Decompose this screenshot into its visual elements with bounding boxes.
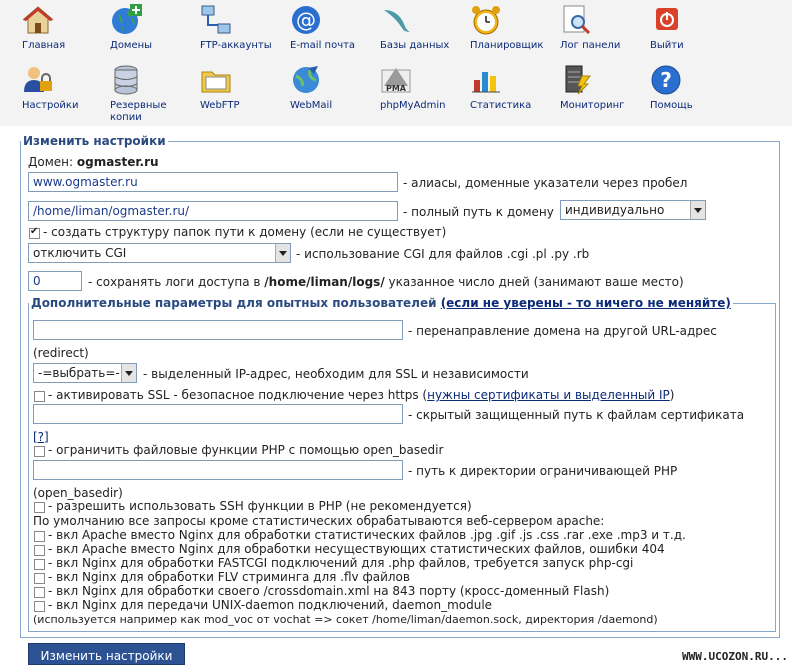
toolbar-label: Резервные копии xyxy=(110,100,167,123)
network-icon xyxy=(200,4,232,36)
at-mail-icon xyxy=(290,4,322,36)
opt2-checkbox[interactable] xyxy=(34,545,45,556)
toolbar-item-ftp[interactable] xyxy=(200,2,290,52)
basedir-check-label: - ограничить файловые функции PHP с помощью open_basedir xyxy=(48,443,444,457)
toolbar-item-domains[interactable] xyxy=(110,2,200,52)
toolbar-item-home[interactable] xyxy=(22,2,112,52)
opt2-label: - вкл Apache вместо Nginx для обработки несуществующих статистических файлов, ошибки 404 xyxy=(48,542,665,556)
logs-path: /home/liman/logs/ xyxy=(264,275,385,289)
aliases-desc: - алиасы, доменные указатели через пробел xyxy=(403,176,688,190)
basedir-desc-cont: (open_basedir) xyxy=(33,486,123,500)
toolbar-label: Мониторинг xyxy=(560,100,625,111)
toolbar-label: Настройки xyxy=(22,100,79,111)
toolbar-label: Помощь xyxy=(650,100,693,111)
alarm-clock-icon xyxy=(470,4,502,36)
toolbar-item-monitoring[interactable] xyxy=(560,62,650,112)
logs-desc-pre: - сохранять логи доступа в xyxy=(88,275,261,289)
toolbar-label: Планировщик xyxy=(470,40,544,51)
toolbar-item-backups[interactable] xyxy=(110,62,200,124)
aliases-input[interactable] xyxy=(28,172,398,192)
help-icon xyxy=(650,64,682,96)
ssh-checkbox[interactable] xyxy=(34,502,45,513)
ip-desc: - выделенный IP-адрес, необходим для SSL и независимости xyxy=(143,367,529,381)
server-bolt-icon xyxy=(560,64,592,96)
ssl-checkbox[interactable] xyxy=(34,391,45,402)
toolbar-label: FTP-аккаунты xyxy=(200,40,272,51)
path-mode-select[interactable] xyxy=(560,200,706,220)
basedir-desc: - путь к директории ограничивающей PHP xyxy=(408,464,678,478)
create-dirs-label: - создать структуру папок пути к домену (если не существует) xyxy=(43,225,447,239)
create-dirs-checkbox[interactable] xyxy=(29,228,40,239)
advanced-legend xyxy=(29,296,733,310)
globe-add-icon xyxy=(110,4,142,36)
folder-icon xyxy=(200,64,232,96)
toolbar-label: WebMail xyxy=(290,100,333,111)
magnifier-doc-icon xyxy=(560,4,592,36)
basedir-input[interactable] xyxy=(33,460,403,480)
redirect-desc-cont: (redirect) xyxy=(33,346,89,360)
toolbar-label: WebFTP xyxy=(200,100,240,111)
opt3-checkbox[interactable] xyxy=(34,559,45,570)
domain-label: Домен: xyxy=(28,155,74,169)
opt6-label: - вкл Nginx для передачи UNIX-daemon подключений, daemon_module xyxy=(48,598,493,612)
toolbar-item-webmail[interactable] xyxy=(290,62,380,112)
footnote: (используется например как mod_voc от vochat => сокет /home/liman/daemon.sock, директория /daemond) xyxy=(33,613,658,626)
cgi-desc: - использование CGI для файлов .cgi .pl .py .rb xyxy=(296,247,590,261)
submit-button[interactable]: Изменить настройки xyxy=(28,643,185,665)
redirect-input[interactable] xyxy=(33,320,403,340)
path-input[interactable] xyxy=(28,201,398,221)
ssl-requirements-link[interactable]: нужны сертификаты и выделенный IP xyxy=(427,388,670,402)
settings-legend: Изменить настройки xyxy=(23,134,166,148)
toolbar-item-panel-log[interactable] xyxy=(560,2,650,52)
home-icon xyxy=(22,4,54,36)
svg-text:?: ? xyxy=(660,68,672,92)
ip-select[interactable] xyxy=(33,363,137,383)
cert-desc: - скрытый защищенный путь к файлам сертификата xyxy=(408,408,745,422)
toolbar-label: Статистика xyxy=(470,100,532,111)
basedir-checkbox[interactable] xyxy=(34,446,45,457)
logs-desc xyxy=(88,275,684,289)
dolphin-icon xyxy=(380,4,412,36)
chevron-down-icon xyxy=(690,201,705,219)
toolbar-item-help[interactable] xyxy=(650,62,740,112)
svg-text:@: @ xyxy=(296,8,316,32)
toolbar-label: Домены xyxy=(110,40,153,51)
opt1-checkbox[interactable] xyxy=(34,531,45,542)
database-stack-icon xyxy=(110,64,142,96)
opt5-label: - вкл Nginx для обработки своего /crossdomain.xml на 843 порту (кросс-доменный Flash) xyxy=(48,584,610,598)
ip-value: -=выбрать=- xyxy=(38,366,120,380)
toolbar-item-scheduler[interactable] xyxy=(470,2,560,52)
toolbar-label: E-mail почта xyxy=(290,40,356,51)
toolbar-label: Базы данных xyxy=(380,40,450,51)
toolbar-item-databases[interactable] xyxy=(380,2,470,52)
path-desc: - полный путь к домену xyxy=(403,205,554,219)
ssl-label xyxy=(48,388,674,402)
pma-icon xyxy=(380,64,412,96)
logs-days-input[interactable] xyxy=(28,271,82,291)
cert-path-input[interactable] xyxy=(33,404,403,424)
advanced-legend-text: Дополнительные параметры для опытных пользователей xyxy=(31,296,437,310)
opt5-checkbox[interactable] xyxy=(34,587,45,598)
chart-icon xyxy=(470,64,502,96)
toolbar-item-email[interactable] xyxy=(290,2,380,52)
user-lock-icon xyxy=(22,64,54,96)
toolbar-item-settings[interactable] xyxy=(22,62,112,112)
chevron-down-icon xyxy=(275,244,290,262)
watermark: WWW.UCOZON.RU... xyxy=(682,650,788,663)
cgi-select[interactable] xyxy=(28,243,291,263)
advanced-warning-link[interactable]: (если не уверены - то ничего не меняйте) xyxy=(440,296,731,310)
toolbar xyxy=(0,0,792,126)
toolbar-item-webftp[interactable] xyxy=(200,62,290,112)
default-note: По умолчанию все запросы кроме статистических обрабатываются веб-сервером apache: xyxy=(33,514,605,528)
svg-text:PMA: PMA xyxy=(385,84,407,93)
toolbar-label: Выйти xyxy=(650,40,684,51)
cgi-value: отключить CGI xyxy=(33,246,127,260)
logs-desc-post: указанное число дней (занимают ваше место) xyxy=(388,275,684,289)
opt4-checkbox[interactable] xyxy=(34,573,45,584)
opt6-checkbox[interactable] xyxy=(34,601,45,612)
opt3-label: - вкл Nginx для обработки FASTCGI подключений для .php файлов, требуется запуск php-cgi xyxy=(48,556,634,570)
toolbar-label: Лог панели xyxy=(560,40,621,51)
ssh-label: - разрешить использовать SSH функции в PHP (не рекомендуется) xyxy=(48,499,472,513)
toolbar-item-logout[interactable] xyxy=(650,2,740,52)
toolbar-item-phpmyadmin[interactable] xyxy=(380,62,470,112)
redirect-desc: - перенаправление домена на другой URL-адрес xyxy=(408,324,717,338)
domain-value: ogmaster.ru xyxy=(76,155,159,169)
path-mode-value: индивидуально xyxy=(565,203,665,217)
opt4-label: - вкл Nginx для обработки FLV стриминга для .flv файлов xyxy=(48,570,410,584)
chevron-down-icon xyxy=(121,364,136,382)
ssl-close: ) xyxy=(669,388,675,402)
opt1-label: - вкл Apache вместо Nginx для обработки статистических файлов .jpg .gif .js .css .rar .exe .mp3 и т.д. xyxy=(48,528,686,542)
toolbar-label: phpMyAdmin xyxy=(380,100,446,111)
toolbar-label: Главная xyxy=(22,40,66,51)
ssl-desc: - активировать SSL - безопасное подключение через https ( xyxy=(48,388,428,402)
domain-row xyxy=(28,155,159,169)
help-link[interactable]: [?] xyxy=(33,430,49,444)
power-icon xyxy=(650,4,682,36)
toolbar-item-statistics[interactable] xyxy=(470,62,560,112)
globe-mail-icon xyxy=(290,64,322,96)
